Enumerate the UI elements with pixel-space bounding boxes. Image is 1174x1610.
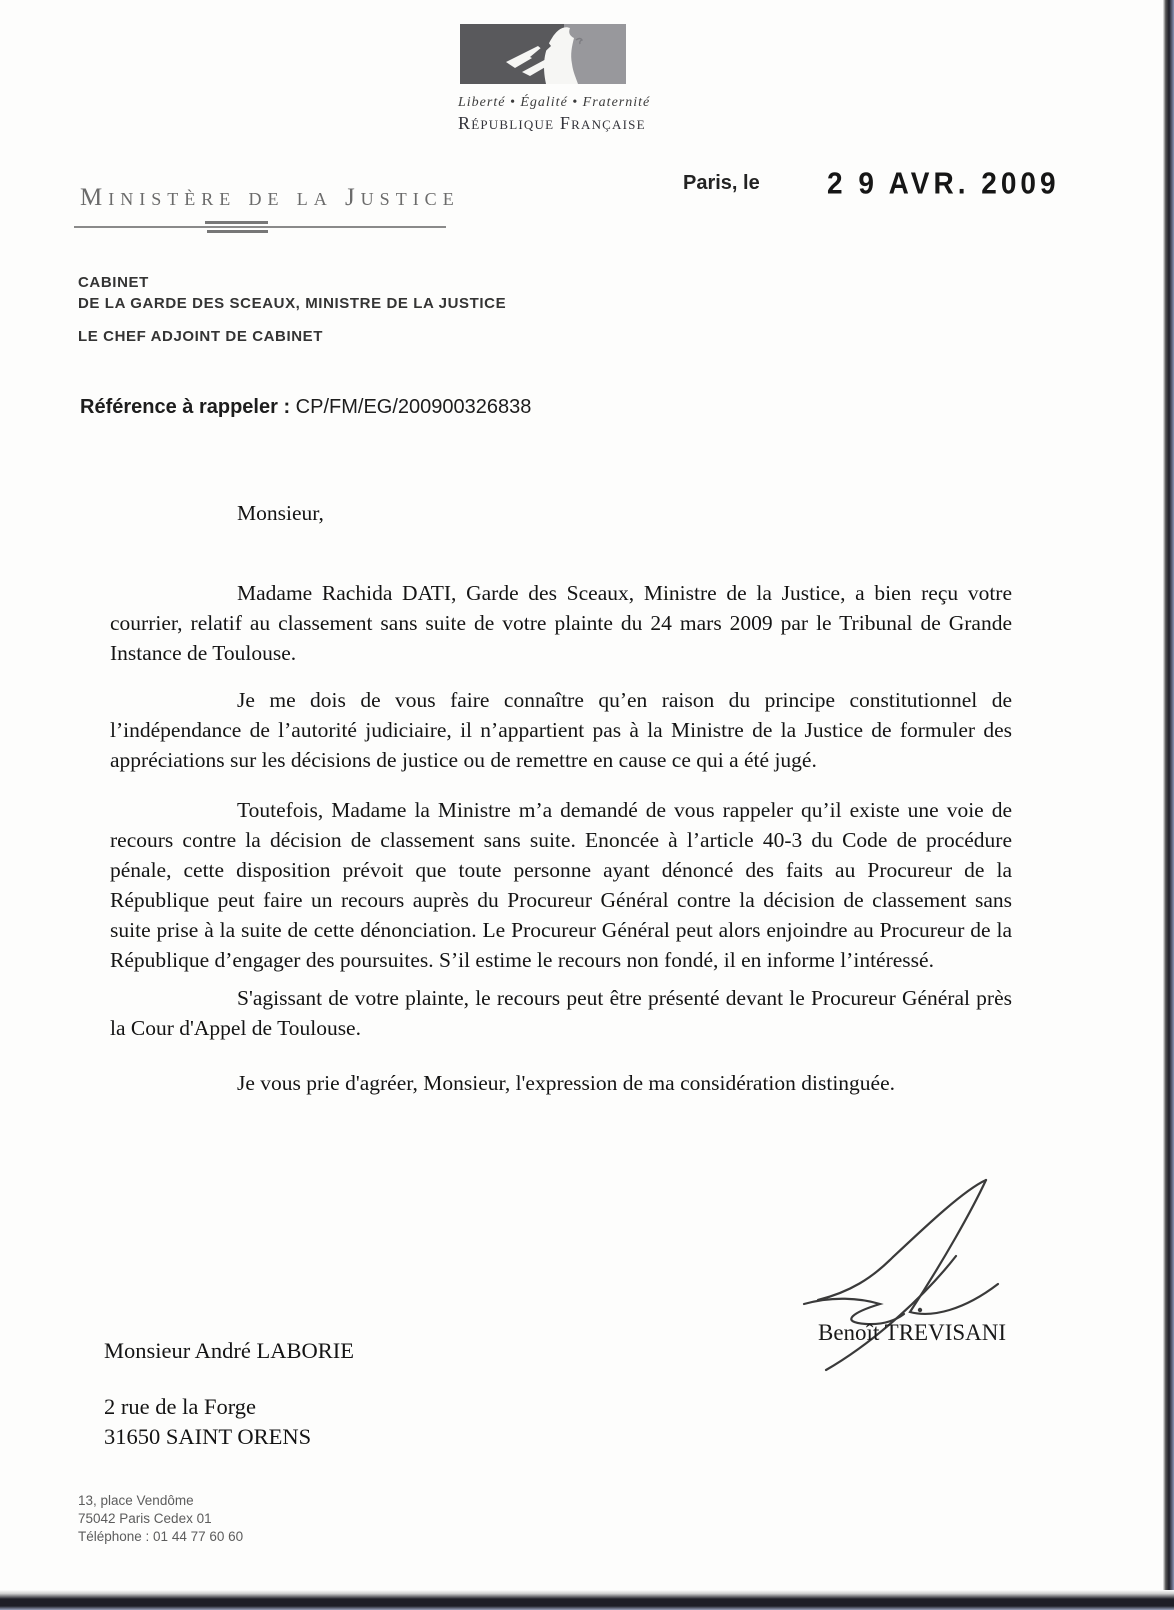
reference-value: CP/FM/EG/200900326838 [295,396,532,418]
paragraph-2: Je me dois de vous faire connaître qu’en raison du principe constitutionnel de l’indépendance de l’autorité judiciaire, il n’appartient pas à la Ministre de la Justice de formuler des appréciations sur les décisions de justice ou de remettre en cause ce qui a été jugé. [110,688,1012,772]
republique-francaise-logo [458,24,651,134]
paragraph-4: S'agissant de votre plainte, le recours peut être présenté devant le Procureur Général près la Cour d'Appel de Toulouse. [110,986,1012,1040]
logo-republic-name: République Française [458,113,646,133]
recipient-city: 31650 SAINT ORENS [104,1424,312,1449]
closing-line: Je vous prie d'agréer, Monsieur, l'expression de ma considération distinguée. [237,1071,896,1095]
reference-label: Référence à rappeler : [80,396,291,418]
cabinet-line2: DE LA GARDE DES SCEAUX, MINISTRE DE LA JUSTICE [78,295,507,312]
ministry-double-underline-2 [207,230,268,233]
cabinet-line3: LE CHEF ADJOINT DE CABINET [78,328,324,345]
footer-street: 13, place Vendôme [78,1493,194,1508]
ministry-title: Ministère de la Justice [80,184,460,211]
signatory-name: Benoît TREVISANI [818,1320,1007,1345]
paragraph-1: Madame Rachida DATI, Garde des Sceaux, Ministre de la Justice, a bien reçu votre courrier, relatif au classement sans suite de votre plainte du 24 mars 2009 par le Tribunal de Grande Instance de Toulouse. [110,581,1012,665]
paragraph-3: Toutefois, Madame la Ministre m’a demandé de vous rappeler qu’il existe une voie de recours contre la décision de classement sans suite. Enoncée à l’article 40-3 du Code de procédure pénale, cette disposition prévoit que toute personne ayant dénoncé des faits au Procureur de la République peut faire un recours auprès du Procureur Général contre la décision de classement sans suite prise à la suite de cette dénonciation. Le Procureur Général peut alors enjoindre au Procureur de la République d’engager des poursuites. S’il estime le recours non fondé, il en informe l’intéressé. [110,798,1012,972]
cabinet-line1: CABINET [78,274,149,291]
ministry-double-underline-1 [205,221,268,224]
recipient-street: 2 rue de la Forge [104,1394,257,1419]
date-stamp: 2 9 AVR. 2009 [827,166,1060,201]
letter-body [110,498,1012,1098]
scan-edge-right [1163,0,1174,1610]
footer-phone: Téléphone : 01 44 77 60 60 [78,1529,244,1544]
recipient-gap [104,1366,354,1392]
recipient-block [104,1336,354,1452]
logo-motto: Liberté • Égalité • Fraternité [458,95,651,110]
scan-edge-bottom [0,1590,1174,1610]
ministry-rule [74,226,446,228]
footer-city: 75042 Paris Cedex 01 [78,1511,212,1526]
reference-line [80,396,531,419]
footer-address [78,1492,243,1546]
salutation: Monsieur, [237,501,324,525]
cabinet-block [78,272,506,314]
marianne-logo-icon [460,24,626,84]
recipient-name: Monsieur André LABORIE [104,1338,354,1363]
place-line: Paris, le [683,172,760,194]
